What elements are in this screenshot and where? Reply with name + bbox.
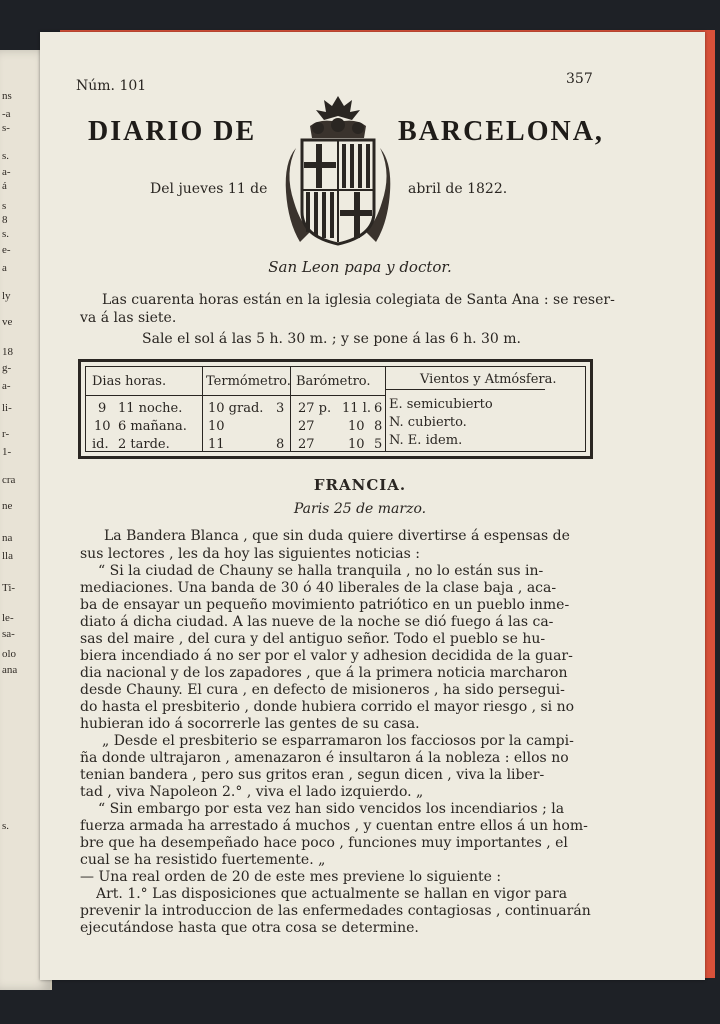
article-line: “ Sin embargo por esta vez han sido vencidos los incendiarios ; la [98,801,565,817]
facing-page-text-fragment: a- [2,380,11,392]
row3-baro-frac: 5 [374,437,383,452]
facing-page-text-fragment: s- [2,122,10,134]
row3-thermo-frac: 8 [276,437,285,452]
facing-page-text-fragment: 18 [2,346,13,358]
article-line: Art. 1.° Las disposiciones que actualmente se hallan en vigor para [96,886,568,902]
article-line: ba de ensayar un pequeño movimiento patriótico en un pueblo inme- [80,597,570,613]
article-line: bre que ha desempeñado hace poco , funciones muy importantes , el [80,835,568,851]
row2-thermo: 10 [208,419,225,434]
facing-page-text-fragment: r- [2,428,10,440]
facing-page-text-fragment: ly [2,290,11,302]
row3-day: id. [92,437,109,452]
row3-baro: 27 [298,437,315,452]
sun-times: Sale el sol á las 5 h. 30 m. ; y se pone á las 6 h. 30 m. [142,331,521,347]
saint-of-day: San Leon papa y doctor. [268,258,452,276]
coat-of-arms-icon [280,92,396,248]
facing-page-text-fragment: ana [2,664,18,676]
section-title: FRANCIA. [313,476,407,494]
article-line: do hasta el presbiterio , donde hubiera corrido el mayor riesgo , si no [80,699,575,715]
row2-time: 6 mañana. [118,419,187,434]
facing-page-text-fragment: ve [2,316,13,328]
facing-page-text-fragment: olo [2,648,17,660]
row1-baro: 27 p. [298,401,332,416]
weather-header-wind: Vientos y Atmósfera. [420,372,557,387]
article-line: sus lectores , les da hoy las siguientes noticias : [80,546,420,562]
article-line: mediaciones. Una banda de 30 ó 40 liberales de la clase baja , aca- [80,580,557,596]
facing-page-text-fragment: na [2,532,13,544]
facing-page-text-fragment: sa- [2,628,15,640]
facing-page-text-fragment: s. [2,820,10,832]
facing-page-text-fragment: e- [2,244,11,256]
facing-page-text-fragment: 8 [2,214,8,226]
weather-header-days: Dias horas. [92,374,167,389]
facing-page-text-fragment: a- [2,166,11,178]
row1-baro-frac: 6 [374,401,383,416]
row2-baro-frac: 8 [374,419,383,434]
issue-date-suffix: abril de 1822. [408,181,508,197]
row1-wind: E. semicubierto [389,397,493,412]
issue-date-prefix: Del jueves 11 de [150,181,268,197]
article-line: „ Desde el presbiterio se esparramaron los facciosos por la campi- [102,733,574,749]
article-line: tenian bandera , pero sus gritos eran , segun dicen , viva la liber- [80,767,545,783]
masthead-right: BARCELONA, [398,116,604,147]
row3-time: 2 tarde. [118,437,170,452]
facing-page-text-fragment: s [2,200,7,212]
facing-page-text-fragment: cra [2,474,16,486]
facing-page-text-fragment: le- [2,612,14,624]
article-line: desde Chauny. El cura , en defecto de misioneros , ha sido persegui- [80,682,565,698]
article-line: La Bandera Blanca , que sin duda quiere divertirse á espensas de [104,528,570,544]
article-line: prevenir la introduccion de las enfermedades contagiosas , continuarán [80,903,591,919]
article-line: diato á dicha ciudad. A las nueve de la noche se dió fuego á las ca- [80,614,554,630]
row2-baro-l: 10 [348,419,365,434]
weather-header-baro: Barómetro. [296,374,371,389]
weather-header-thermo: Termómetro. [206,374,291,389]
intro-line-1: Las cuarenta horas están en la iglesia colegiata de Santa Ana : se reser- [102,292,615,308]
facing-page-text-fragment: 1- [2,446,12,458]
row3-wind: N. E. idem. [389,433,463,448]
facing-page-text-fragment: Ti- [2,582,16,594]
article-line: biera incendiado á no ser por el valor y adhesion decidida de la guar- [80,648,573,664]
facing-page-text-fragment: á [2,180,7,192]
row3-baro-l: 10 [348,437,365,452]
weather-table [78,359,593,459]
facing-page-text-fragment: ne [2,500,13,512]
issue-number: Núm. 101 [76,78,147,94]
row2-day: 10 [94,419,111,434]
facing-page-text-fragment: g- [2,362,12,374]
row2-wind: N. cubierto. [389,415,467,430]
facing-page-text-fragment: li- [2,402,12,414]
row2-baro: 27 [298,419,315,434]
article-line: fuerza armada ha arrestado á muchos , y cuentan entre ellos á un hom- [80,818,588,834]
facing-page-text-fragment: lla [2,550,13,562]
intro-line-2: va á las siete. [80,310,177,326]
row3-thermo: 11 [208,437,225,452]
facing-page-text-fragment: a [2,262,7,274]
article-line: ejecutándose hasta que otra cosa se determine. [80,920,419,936]
facing-page-text-fragment: -a [2,108,11,120]
page-number: 357 [566,71,593,87]
facing-page-text-fragment: s. [2,150,10,162]
article-line: sas del maire , del cura y del antiguo señor. Todo el pueblo se hu- [80,631,546,647]
row1-day: 9 [98,401,107,416]
row1-baro-l: 11 l. [342,401,371,416]
row1-time: 11 noche. [118,401,183,416]
article-line: cual se ha resistido fuertemente. „ [80,852,326,868]
masthead-left: DIARIO DE [88,116,257,147]
facing-page-text-fragment: ns [2,90,12,102]
article-line: “ Si la ciudad de Chauny se halla tranquila , no lo están sus in- [98,563,544,579]
row1-thermo-frac: 3 [276,401,285,416]
article-dateline: Paris 25 de marzo. [293,501,427,517]
row1-thermo: 10 grad. [208,401,264,416]
article-line: tad , viva Napoleon 2.° , viva el lado izquierdo. „ [80,784,424,800]
facing-page-text-fragment: s. [2,228,10,240]
article-line: hubieran ido á socorrerle las gentes de su casa. [80,716,420,732]
article-line: — Una real orden de 20 de este mes previene lo siguiente : [80,869,502,885]
article-line: dia nacional y de los zapadores , que á la primera noticia marcharon [80,665,568,681]
article-line: ña donde ultrajaron , amenazaron é insultaron á la nobleza : ellos no [80,750,569,766]
